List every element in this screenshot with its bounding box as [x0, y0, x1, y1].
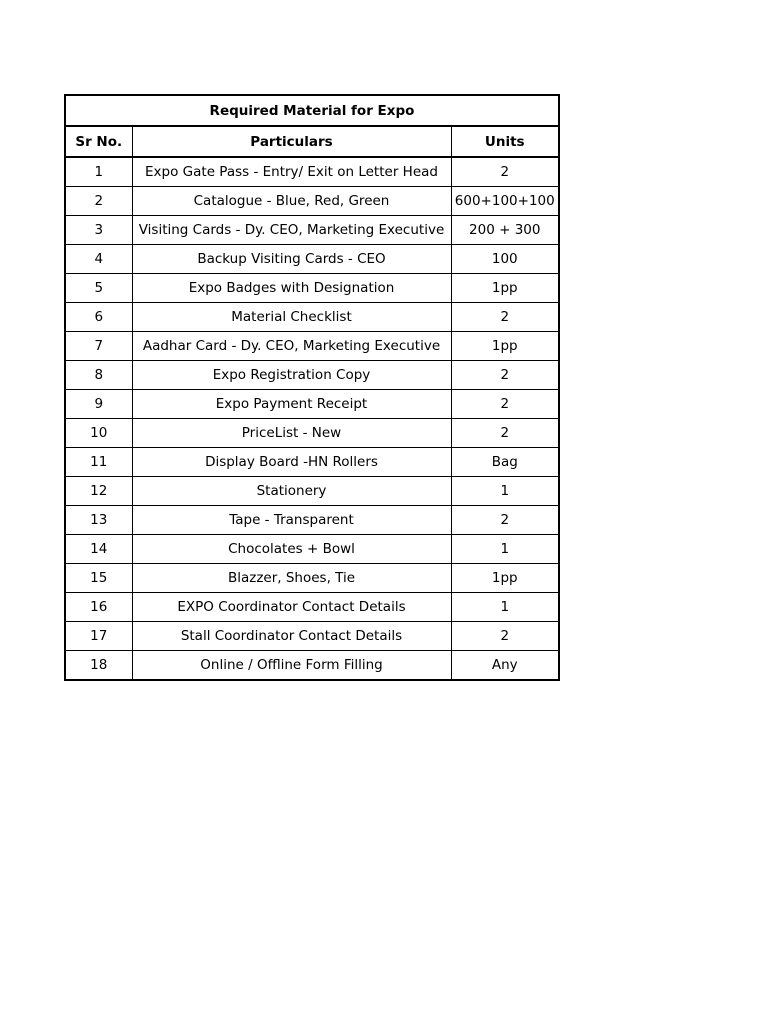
cell-particulars-text: Expo Badges with Designation: [188, 280, 395, 296]
cell-sr-no: 8: [65, 361, 132, 390]
cell-particulars: [132, 245, 451, 274]
table-row: [65, 506, 559, 535]
cell-units: [451, 361, 559, 390]
header-units: Units: [451, 126, 559, 157]
cell-units-text: 2: [500, 628, 510, 644]
cell-sr-no: 4: [65, 245, 132, 274]
table-row: [65, 535, 559, 564]
cell-sr-no: 14: [65, 535, 132, 564]
cell-sr-no: 13: [65, 506, 132, 535]
table-row: [65, 216, 559, 245]
cell-particulars: [132, 506, 451, 535]
cell-sr-no: 6: [65, 303, 132, 332]
table-row: [65, 593, 559, 622]
cell-units: [451, 274, 559, 303]
cell-units: [451, 564, 559, 593]
cell-particulars-text: Tape - Transparent: [229, 512, 354, 528]
cell-sr-no: 16: [65, 593, 132, 622]
cell-sr-no: 17: [65, 622, 132, 651]
cell-particulars-text: EXPO Coordinator Contact Details: [177, 599, 406, 615]
cell-units-text: 100: [491, 251, 518, 267]
cell-units-text: 1: [500, 483, 510, 499]
cell-particulars-text: Blazzer, Shoes, Tie: [227, 570, 356, 586]
cell-sr-no: 9: [65, 390, 132, 419]
table-row: [65, 274, 559, 303]
cell-particulars-text: Aadhar Card - Dy. CEO, Marketing Executive: [142, 338, 441, 354]
cell-units: [451, 245, 559, 274]
cell-units-text: Bag: [491, 454, 518, 470]
cell-sr-no: 10: [65, 419, 132, 448]
cell-particulars-text: Catalogue - Blue, Red, Green: [193, 193, 390, 209]
cell-units-text: 2: [500, 396, 510, 412]
table-row: [65, 245, 559, 274]
cell-units: [451, 390, 559, 419]
cell-sr-no: 2: [65, 187, 132, 216]
cell-particulars: [132, 564, 451, 593]
cell-particulars: [132, 419, 451, 448]
cell-units: [451, 506, 559, 535]
cell-sr-no: 7: [65, 332, 132, 361]
cell-particulars: [132, 390, 451, 419]
cell-units-text: 600+100+100: [454, 193, 555, 209]
cell-units-text: 1pp: [491, 338, 518, 354]
cell-units: [451, 187, 559, 216]
cell-particulars-text: PriceList - New: [241, 425, 342, 441]
cell-sr-no: 11: [65, 448, 132, 477]
cell-sr-no: 18: [65, 651, 132, 681]
cell-units-text: Any: [491, 657, 518, 673]
cell-units-text: 2: [500, 164, 510, 180]
cell-sr-no: 12: [65, 477, 132, 506]
cell-particulars-text: Chocolates + Bowl: [228, 541, 355, 557]
cell-units: [451, 332, 559, 361]
table-row: [65, 187, 559, 216]
cell-particulars-text: Display Board -HN Rollers: [205, 454, 378, 470]
cell-particulars: [132, 448, 451, 477]
cell-units-text: 2: [500, 309, 510, 325]
cell-sr-no: 3: [65, 216, 132, 245]
table-row: [65, 477, 559, 506]
cell-units: [451, 535, 559, 564]
cell-particulars-text: Expo Gate Pass - Entry/ Exit on Letter Head: [145, 164, 438, 180]
cell-particulars: [132, 593, 451, 622]
cell-units-text: 1: [500, 541, 510, 557]
cell-sr-no: 1: [65, 157, 132, 187]
cell-particulars-text: Expo Registration Copy: [212, 367, 371, 383]
table-row: [65, 157, 559, 187]
cell-units: [451, 448, 559, 477]
cell-particulars-text: Visiting Cards - Dy. CEO, Marketing Executive: [138, 222, 445, 238]
cell-particulars-text: Online / Offline Form Filling: [200, 657, 383, 673]
table-row: [65, 564, 559, 593]
table-row: [65, 390, 559, 419]
cell-particulars-text: Stall Coordinator Contact Details: [180, 628, 403, 644]
table-row: [65, 303, 559, 332]
table-row: [65, 448, 559, 477]
cell-units: [451, 419, 559, 448]
cell-particulars: [132, 361, 451, 390]
cell-units-text: 1pp: [491, 570, 518, 586]
cell-particulars-text: Expo Payment Receipt: [215, 396, 368, 412]
cell-particulars: [132, 651, 451, 681]
cell-units-text: 1: [500, 599, 510, 615]
table-row: [65, 332, 559, 361]
table-title: Required Material for Expo: [65, 95, 559, 126]
table-header-row: [65, 126, 559, 157]
cell-units: [451, 157, 559, 187]
table-title-row: [65, 95, 559, 126]
cell-particulars: [132, 332, 451, 361]
table-row: [65, 651, 559, 681]
cell-units: [451, 477, 559, 506]
cell-particulars-text: Backup Visiting Cards - CEO: [197, 251, 386, 267]
cell-particulars: [132, 622, 451, 651]
table-row: [65, 419, 559, 448]
cell-particulars: [132, 477, 451, 506]
cell-units-text: 2: [500, 425, 510, 441]
cell-units: [451, 622, 559, 651]
cell-units-text: 1pp: [491, 280, 518, 296]
cell-sr-no: 15: [65, 564, 132, 593]
cell-particulars: [132, 535, 451, 564]
table-row: [65, 361, 559, 390]
header-sr-no: Sr No.: [65, 126, 132, 157]
cell-particulars-text: Material Checklist: [231, 309, 352, 325]
cell-particulars: [132, 187, 451, 216]
cell-units: [451, 216, 559, 245]
table-body: [65, 157, 559, 680]
table-row: [65, 622, 559, 651]
cell-units-text: 200 + 300: [469, 222, 541, 238]
material-table: [64, 94, 560, 681]
cell-units-text: 2: [500, 512, 510, 528]
cell-particulars: [132, 274, 451, 303]
cell-units: [451, 651, 559, 681]
cell-particulars: [132, 157, 451, 187]
cell-units-text: 2: [500, 367, 510, 383]
header-particulars: Particulars: [132, 126, 451, 157]
cell-units: [451, 593, 559, 622]
cell-units: [451, 303, 559, 332]
cell-sr-no: 5: [65, 274, 132, 303]
cell-particulars: [132, 216, 451, 245]
cell-particulars-text: Stationery: [256, 483, 327, 499]
cell-particulars: [132, 303, 451, 332]
